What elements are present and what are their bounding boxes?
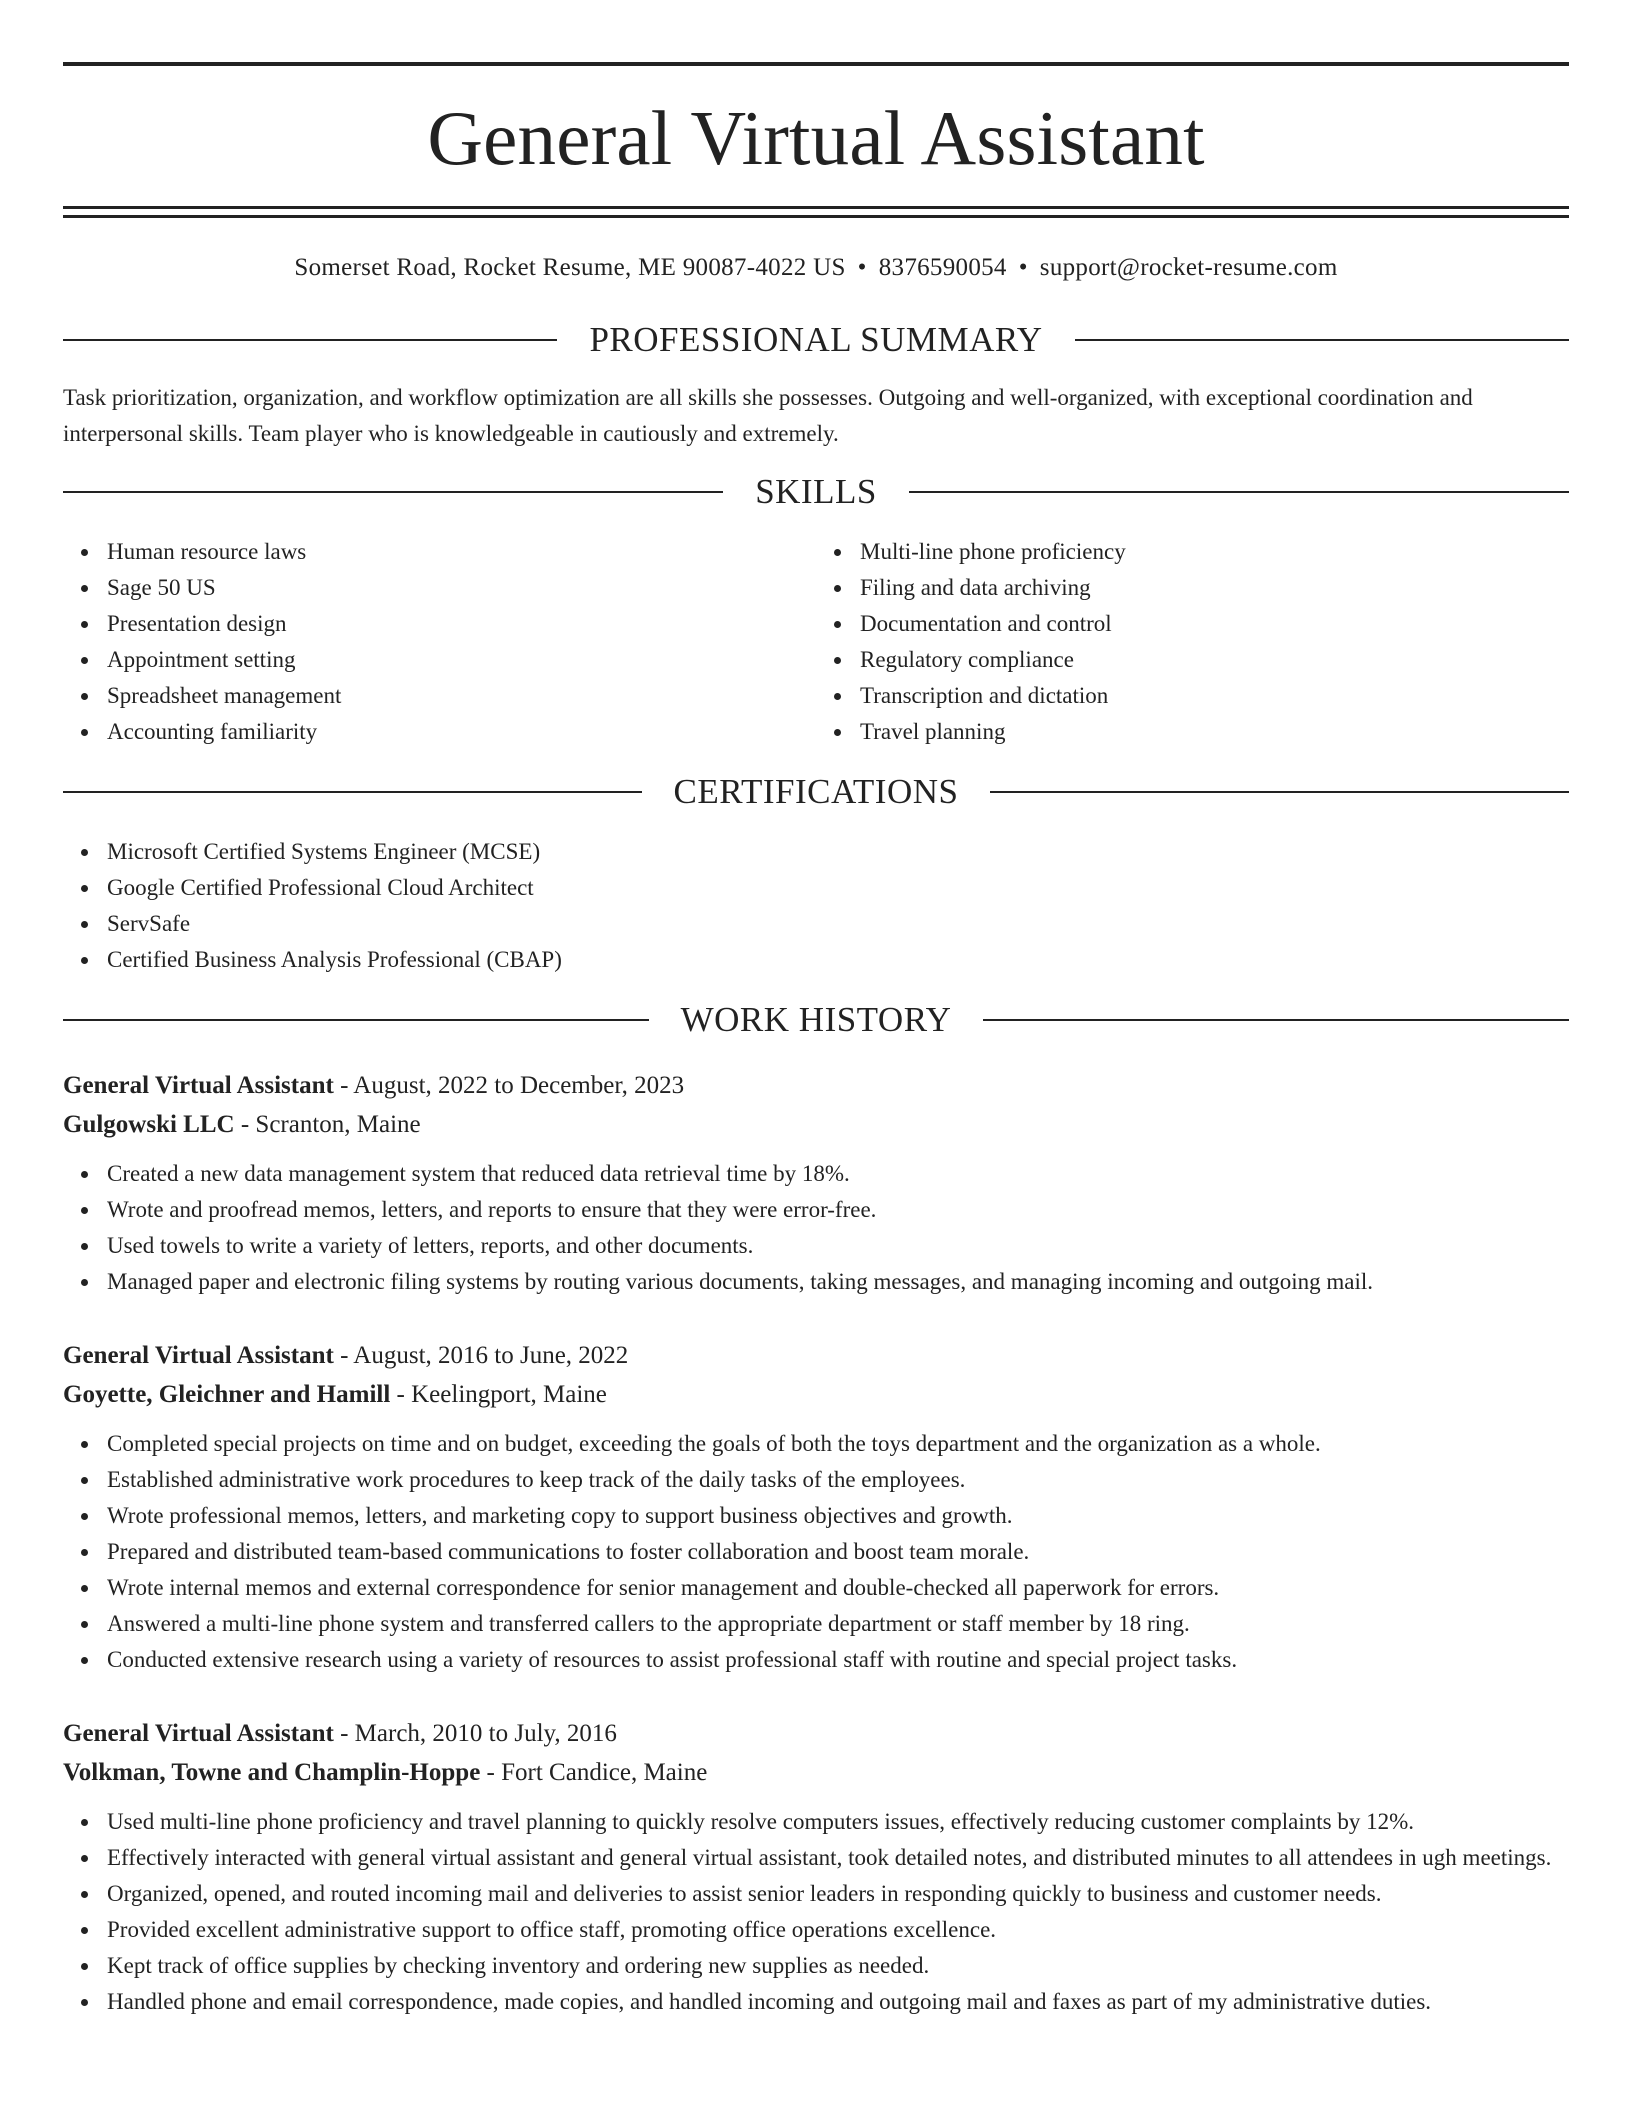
skill-item: Appointment setting: [63, 642, 816, 678]
skill-item: Accounting familiarity: [63, 714, 816, 750]
job-title-line: [63, 1714, 1569, 1753]
job-duty: Conducted extensive research using a variety of resources to assist professional staff with routine and special project tasks.: [63, 1642, 1569, 1678]
skill-item: Filing and data archiving: [816, 570, 1569, 606]
job-company-line: [63, 1375, 1569, 1414]
section-rule: [63, 791, 642, 793]
job-location: - Fort Candice, Maine: [480, 1759, 708, 1786]
job-dates: - August, 2016 to June, 2022: [333, 1342, 629, 1369]
contact-separator: •: [1018, 254, 1028, 281]
job-duty: Established administrative work procedures to keep track of the daily tasks of the employees.: [63, 1462, 1569, 1498]
job-dates: - August, 2022 to December, 2023: [333, 1072, 685, 1099]
job-company: Goyette, Gleichner and Hamill: [63, 1381, 391, 1408]
summary-text: Task prioritization, organization, and workflow optimization are all skills she possesses. Outgoing and well-organized, with exceptional coordination and interpersonal skills. Team player who is knowledgeable in cautiously and extremely.: [63, 385, 1473, 446]
job-duty: Prepared and distributed team-based communications to foster collaboration and boost team morale.: [63, 1534, 1569, 1570]
job-location: - Keelingport, Maine: [390, 1381, 607, 1408]
section-rule: [1075, 339, 1569, 341]
job-duty: Used towels to write a variety of letters, reports, and other documents.: [63, 1228, 1569, 1264]
contact-separator: •: [857, 254, 867, 281]
job-duty: Wrote and proofread memos, letters, and reports to ensure that they were error-free.: [63, 1192, 1569, 1228]
skill-item: Travel planning: [816, 714, 1569, 750]
job-duty: Effectively interacted with general virtual assistant and general virtual assistant, took detailed notes, and distributed minutes to all attendees in ugh meetings.: [63, 1840, 1569, 1876]
job-duty: Wrote internal memos and external correspondence for senior management and double-checked all paperwork for errors.: [63, 1570, 1569, 1606]
section-title: CERTIFICATIONS: [673, 772, 959, 811]
certification-item: Certified Business Analysis Professional (CBAP): [63, 942, 1569, 978]
contact-address: Somerset Road, Rocket Resume, ME 90087-4022 US: [294, 254, 846, 281]
job-entry: [63, 1714, 1569, 2020]
section-rule: [63, 491, 723, 493]
job-duty: Answered a multi-line phone system and transferred callers to the appropriate department or staff member by 18 ring.: [63, 1606, 1569, 1642]
skill-item: Sage 50 US: [63, 570, 816, 606]
skills-list-right: [816, 534, 1569, 750]
section-header-work-history: [63, 1000, 1569, 1040]
section-rule: [983, 1019, 1569, 1021]
section-title: SKILLS: [755, 472, 877, 511]
skill-item: Presentation design: [63, 606, 816, 642]
job-entry: [63, 1066, 1569, 1300]
certification-item: ServSafe: [63, 906, 1569, 942]
job-title: General Virtual Assistant: [63, 1720, 334, 1747]
job-company-line: [63, 1105, 1569, 1144]
skills-list-left: [63, 534, 816, 750]
section-rule: [990, 791, 1569, 793]
skill-item: Human resource laws: [63, 534, 816, 570]
job-title: General Virtual Assistant: [63, 1072, 334, 1099]
job-location: - Scranton, Maine: [234, 1111, 421, 1138]
contact-line: [63, 254, 1569, 294]
section-rule: [63, 339, 557, 341]
job-duty: Wrote professional memos, letters, and marketing copy to support business objectives and growth.: [63, 1498, 1569, 1534]
job-title-line: [63, 1066, 1569, 1105]
job-duty: Created a new data management system that reduced data retrieval time by 18%.: [63, 1156, 1569, 1192]
job-dates: - March, 2010 to July, 2016: [333, 1720, 617, 1747]
job-duty: Completed special projects on time and on budget, exceeding the goals of both the toys department and the organization as a whole.: [63, 1426, 1569, 1462]
job-duty: Managed paper and electronic filing systems by routing various documents, taking messages, and managing incoming and outgoing mail.: [63, 1264, 1569, 1300]
job-company: Volkman, Towne and Champlin-Hoppe: [63, 1759, 481, 1786]
section-header-certifications: [63, 772, 1569, 812]
section-rule: [909, 491, 1569, 493]
job-duty: Used multi-line phone proficiency and travel planning to quickly resolve computers issues, effectively reducing customer complaints by 12%.: [63, 1804, 1569, 1840]
section-rule: [63, 1019, 649, 1021]
certification-item: Microsoft Certified Systems Engineer (MCSE): [63, 834, 1569, 870]
job-company-line: [63, 1753, 1569, 1792]
section-header-summary: [63, 320, 1569, 360]
double-rule: [63, 206, 1569, 218]
section-header-skills: [63, 472, 1569, 512]
skill-item: Regulatory compliance: [816, 642, 1569, 678]
contact-phone: 8376590054: [878, 254, 1007, 281]
job-duties-list: [63, 1156, 1569, 1300]
section-title: PROFESSIONAL SUMMARY: [589, 320, 1043, 359]
job-duties-list: [63, 1426, 1569, 1678]
job-duty: Handled phone and email correspondence, made copies, and handled incoming and outgoing mail and faxes as part of my administrative duties.: [63, 1984, 1569, 2020]
skill-item: Transcription and dictation: [816, 678, 1569, 714]
job-entry: [63, 1336, 1569, 1678]
job-duty: Kept track of office supplies by checking inventory and ordering new supplies as needed.: [63, 1948, 1569, 1984]
job-duty: Provided excellent administrative support to office staff, promoting office operations excellence.: [63, 1912, 1569, 1948]
job-title-line: [63, 1336, 1569, 1375]
resume-name: General Virtual Assistant: [427, 95, 1205, 181]
contact-email: support@rocket-resume.com: [1039, 254, 1338, 281]
skill-item: Spreadsheet management: [63, 678, 816, 714]
job-duty: Organized, opened, and routed incoming mail and deliveries to assist senior leaders in responding quickly to business and customer needs.: [63, 1876, 1569, 1912]
skill-item: Documentation and control: [816, 606, 1569, 642]
skill-item: Multi-line phone proficiency: [816, 534, 1569, 570]
job-duties-list: [63, 1804, 1569, 2020]
section-title: WORK HISTORY: [680, 1000, 952, 1039]
job-company: Gulgowski LLC: [63, 1111, 235, 1138]
certifications-list: [63, 834, 1569, 978]
job-title: General Virtual Assistant: [63, 1342, 334, 1369]
skills-grid: [63, 534, 1569, 750]
certification-item: Google Certified Professional Cloud Architect: [63, 870, 1569, 906]
